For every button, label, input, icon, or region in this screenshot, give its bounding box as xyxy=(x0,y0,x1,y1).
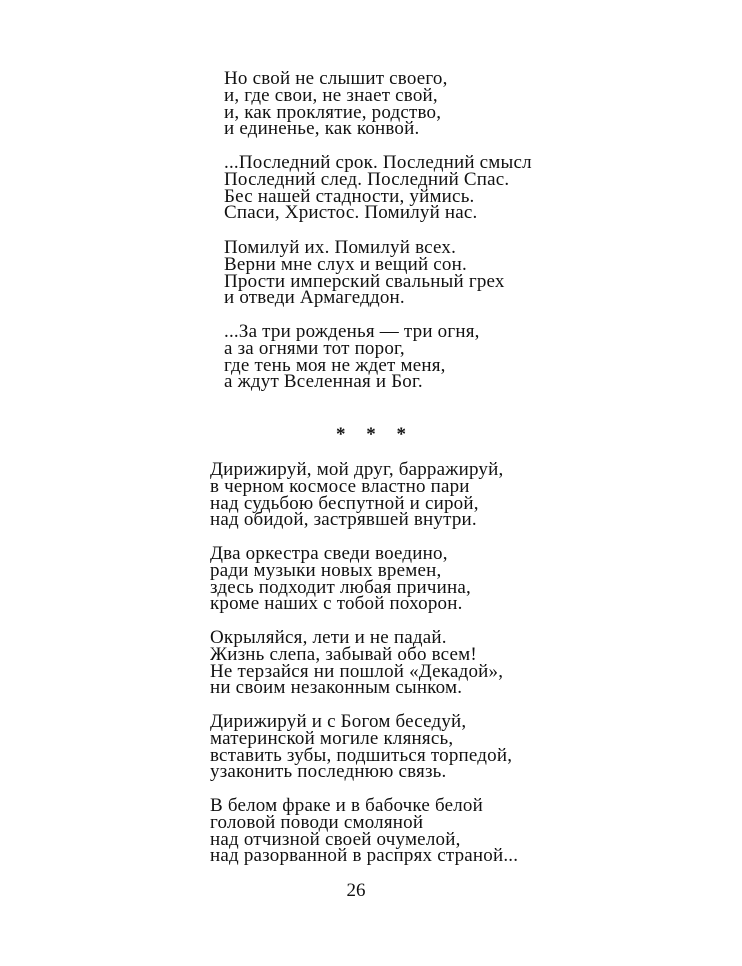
poem1-stanza-1 xyxy=(224,68,448,140)
poem-line: и единенье, как конвой. xyxy=(224,118,420,140)
poem-line: а ждут Вселенная и Бог. xyxy=(224,371,423,393)
poem-line: здесь подходит любая причина, xyxy=(210,576,471,598)
poem-line: Верни мне слух и вещий сон. xyxy=(224,253,467,275)
poem-line: материнской могиле клянясь, xyxy=(210,727,454,749)
poem-line: головой поводи смоляной xyxy=(210,811,424,833)
poem-line: Окрыляйся, лети и не падай. xyxy=(210,627,447,648)
poem-line: Два оркестра сведи воедино, xyxy=(210,543,448,564)
poem-line: Прости имперский свальный грех xyxy=(224,270,505,292)
poem-line: а за огнями тот порог, xyxy=(224,337,405,359)
poem1-stanza-3 xyxy=(224,237,505,309)
poem-line: над отчизной своей очумелой, xyxy=(210,828,461,850)
poem-line: узаконить последнюю связь. xyxy=(210,761,447,783)
page-number: 26 xyxy=(346,880,366,901)
poem-line: и отведи Армагеддон. xyxy=(224,287,405,309)
poem-line: Но свой не слышит своего, xyxy=(224,68,448,89)
poem-line: где тень моя не ждет меня, xyxy=(224,354,446,376)
poem-line: вставить зубы, подшиться торпедой, xyxy=(210,744,513,766)
poem-line: кроме наших с тобой похорон. xyxy=(210,593,463,615)
poem-line: Дирижируй, мой друг, барражируй, xyxy=(210,459,504,480)
poem-line: и, как проклятие, родство, xyxy=(224,101,442,123)
poem1-stanza-2 xyxy=(224,152,532,224)
poem-line: над судьбою беспутной и сирой, xyxy=(210,492,479,514)
poem-line: В белом фраке и в бабочке белой xyxy=(210,795,483,816)
poem-line: над обидой, застрявшей внутри. xyxy=(210,509,477,531)
poem2-stanza-2 xyxy=(210,543,471,615)
poem2-stanza-3 xyxy=(210,627,504,699)
poem-line: ради музыки новых времен, xyxy=(210,559,442,581)
section-divider: * * * xyxy=(336,424,414,445)
poem2-stanza-4 xyxy=(210,711,513,783)
poem-line: Не терзайся ни пошлой «Декадой», xyxy=(210,660,504,682)
poem-line: Помилуй их. Помилуй всех. xyxy=(224,237,457,258)
poem2-stanza-5 xyxy=(210,795,519,867)
poem-line: Жизнь слепа, забывай обо всем! xyxy=(210,643,477,665)
poem-line: Спаси, Христос. Помилуй нас. xyxy=(224,202,478,224)
poem-line: ...Последний срок. Последний смысл xyxy=(224,152,532,173)
poem-line: над разорванной в распрях страной... xyxy=(210,845,519,867)
poem1-stanza-4 xyxy=(224,321,480,393)
poem-line: Бес нашей стадности, уймись. xyxy=(224,185,475,207)
poem-line: в черном космосе властно пари xyxy=(210,475,470,497)
poem-line: и, где свои, не знает свой, xyxy=(224,84,438,106)
poem-line: ни своим незаконным сынком. xyxy=(210,677,463,699)
poem2-stanza-1 xyxy=(210,459,504,531)
poem-line: Последний след. Последний Спас. xyxy=(224,168,510,190)
poem-line: Дирижируй и с Богом беседуй, xyxy=(210,711,467,732)
poem-line: ...За три рожденья — три огня, xyxy=(224,321,480,342)
